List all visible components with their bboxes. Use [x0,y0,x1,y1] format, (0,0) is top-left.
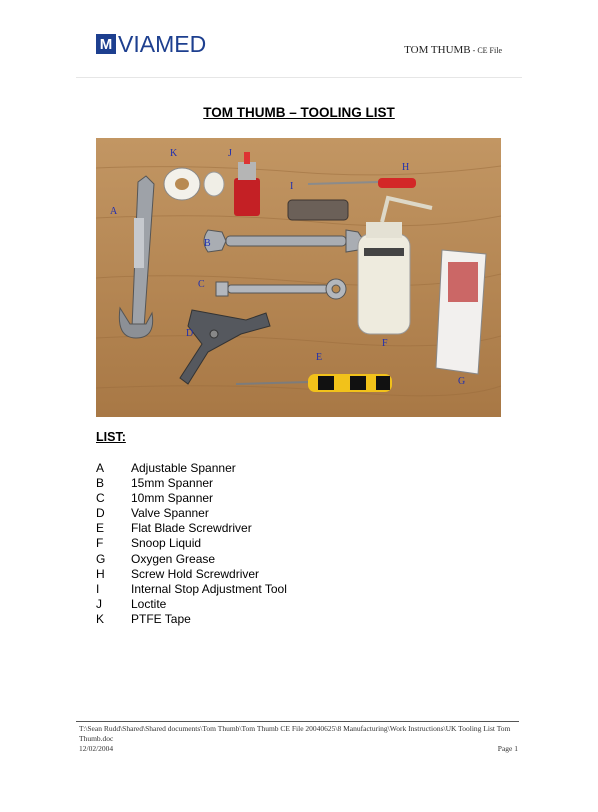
item-name: Oxygen Grease [131,551,216,566]
tools-photo [96,138,501,417]
item-name: 15mm Spanner [131,476,214,491]
list-item [96,567,287,582]
footer-divider [76,721,519,722]
photo-label-i: I [290,181,294,192]
header-doc-title: TOM THUMB [404,44,471,56]
photo-label-c: C [198,279,205,290]
list-item [96,476,287,491]
footer-page-number: Page 1 [497,744,518,753]
footer-date: 12/02/2004 [79,744,114,753]
list-item [96,552,287,567]
item-name: Adjustable Spanner [131,461,236,475]
header-divider [76,77,522,78]
photo-label-k: K [170,148,178,159]
photo-label-h: H [402,162,410,173]
tool-list [96,461,287,627]
item-letter: E [96,521,105,536]
list-item [96,461,287,476]
item-letter: D [96,506,105,521]
list-item [96,536,287,551]
list-item [96,506,287,521]
item-name: Screw Hold Screwdriver [131,566,260,581]
item-name: 10mm Spanner [131,491,214,506]
list-item [96,521,287,536]
stop-tool-shape [288,200,348,220]
item-letter: A [96,461,105,475]
logo-text: VIAMED [118,31,207,57]
header-doc-sub: - CE File [470,46,502,55]
item-letter: H [96,566,105,581]
item-name: Snoop Liquid [131,536,202,551]
viamed-logo [96,33,206,55]
photo-label-g: G [458,376,466,387]
item-letter: I [96,581,100,596]
item-name: Flat Blade Screwdriver [131,521,252,536]
ptfe-tape-shape [164,168,224,200]
photo-label-f: F [382,338,388,349]
item-letter: B [96,476,105,491]
item-name: Internal Stop Adjustment Tool [131,581,287,596]
item-name: Valve Spanner [131,506,209,521]
oxygen-grease-tube-shape [436,250,486,374]
list-item [96,612,287,627]
list-heading: LIST: [96,430,126,444]
page-title: TOM THUMB – TOOLING LIST [203,105,395,120]
photo-label-b: B [204,238,211,249]
header-doc-name [404,44,502,56]
list-item [96,597,287,612]
item-name: Loctite [131,596,167,611]
item-letter: C [96,491,105,506]
logo-mark: M [96,34,116,54]
item-letter: F [96,536,104,551]
item-name: PTFE Tape [131,611,191,626]
photo-label-d: D [186,328,194,339]
photo-label-a: A [110,206,118,217]
photo-label-j: J [228,148,232,159]
item-letter: K [96,611,105,626]
item-letter: G [96,551,106,566]
list-item [96,491,287,506]
photo-label-e: E [316,352,323,363]
list-item [96,582,287,597]
item-letter: J [96,596,102,611]
tools-photo-illustration [96,138,501,417]
footer-file-path: T:\Sean Rudd\Shared\Shared documents\Tom Thumb\Tom Thumb CE File 20040625\8 Manufacturing\Work Instructions\UK Tooling List Tom Thumb.doc [79,724,511,743]
